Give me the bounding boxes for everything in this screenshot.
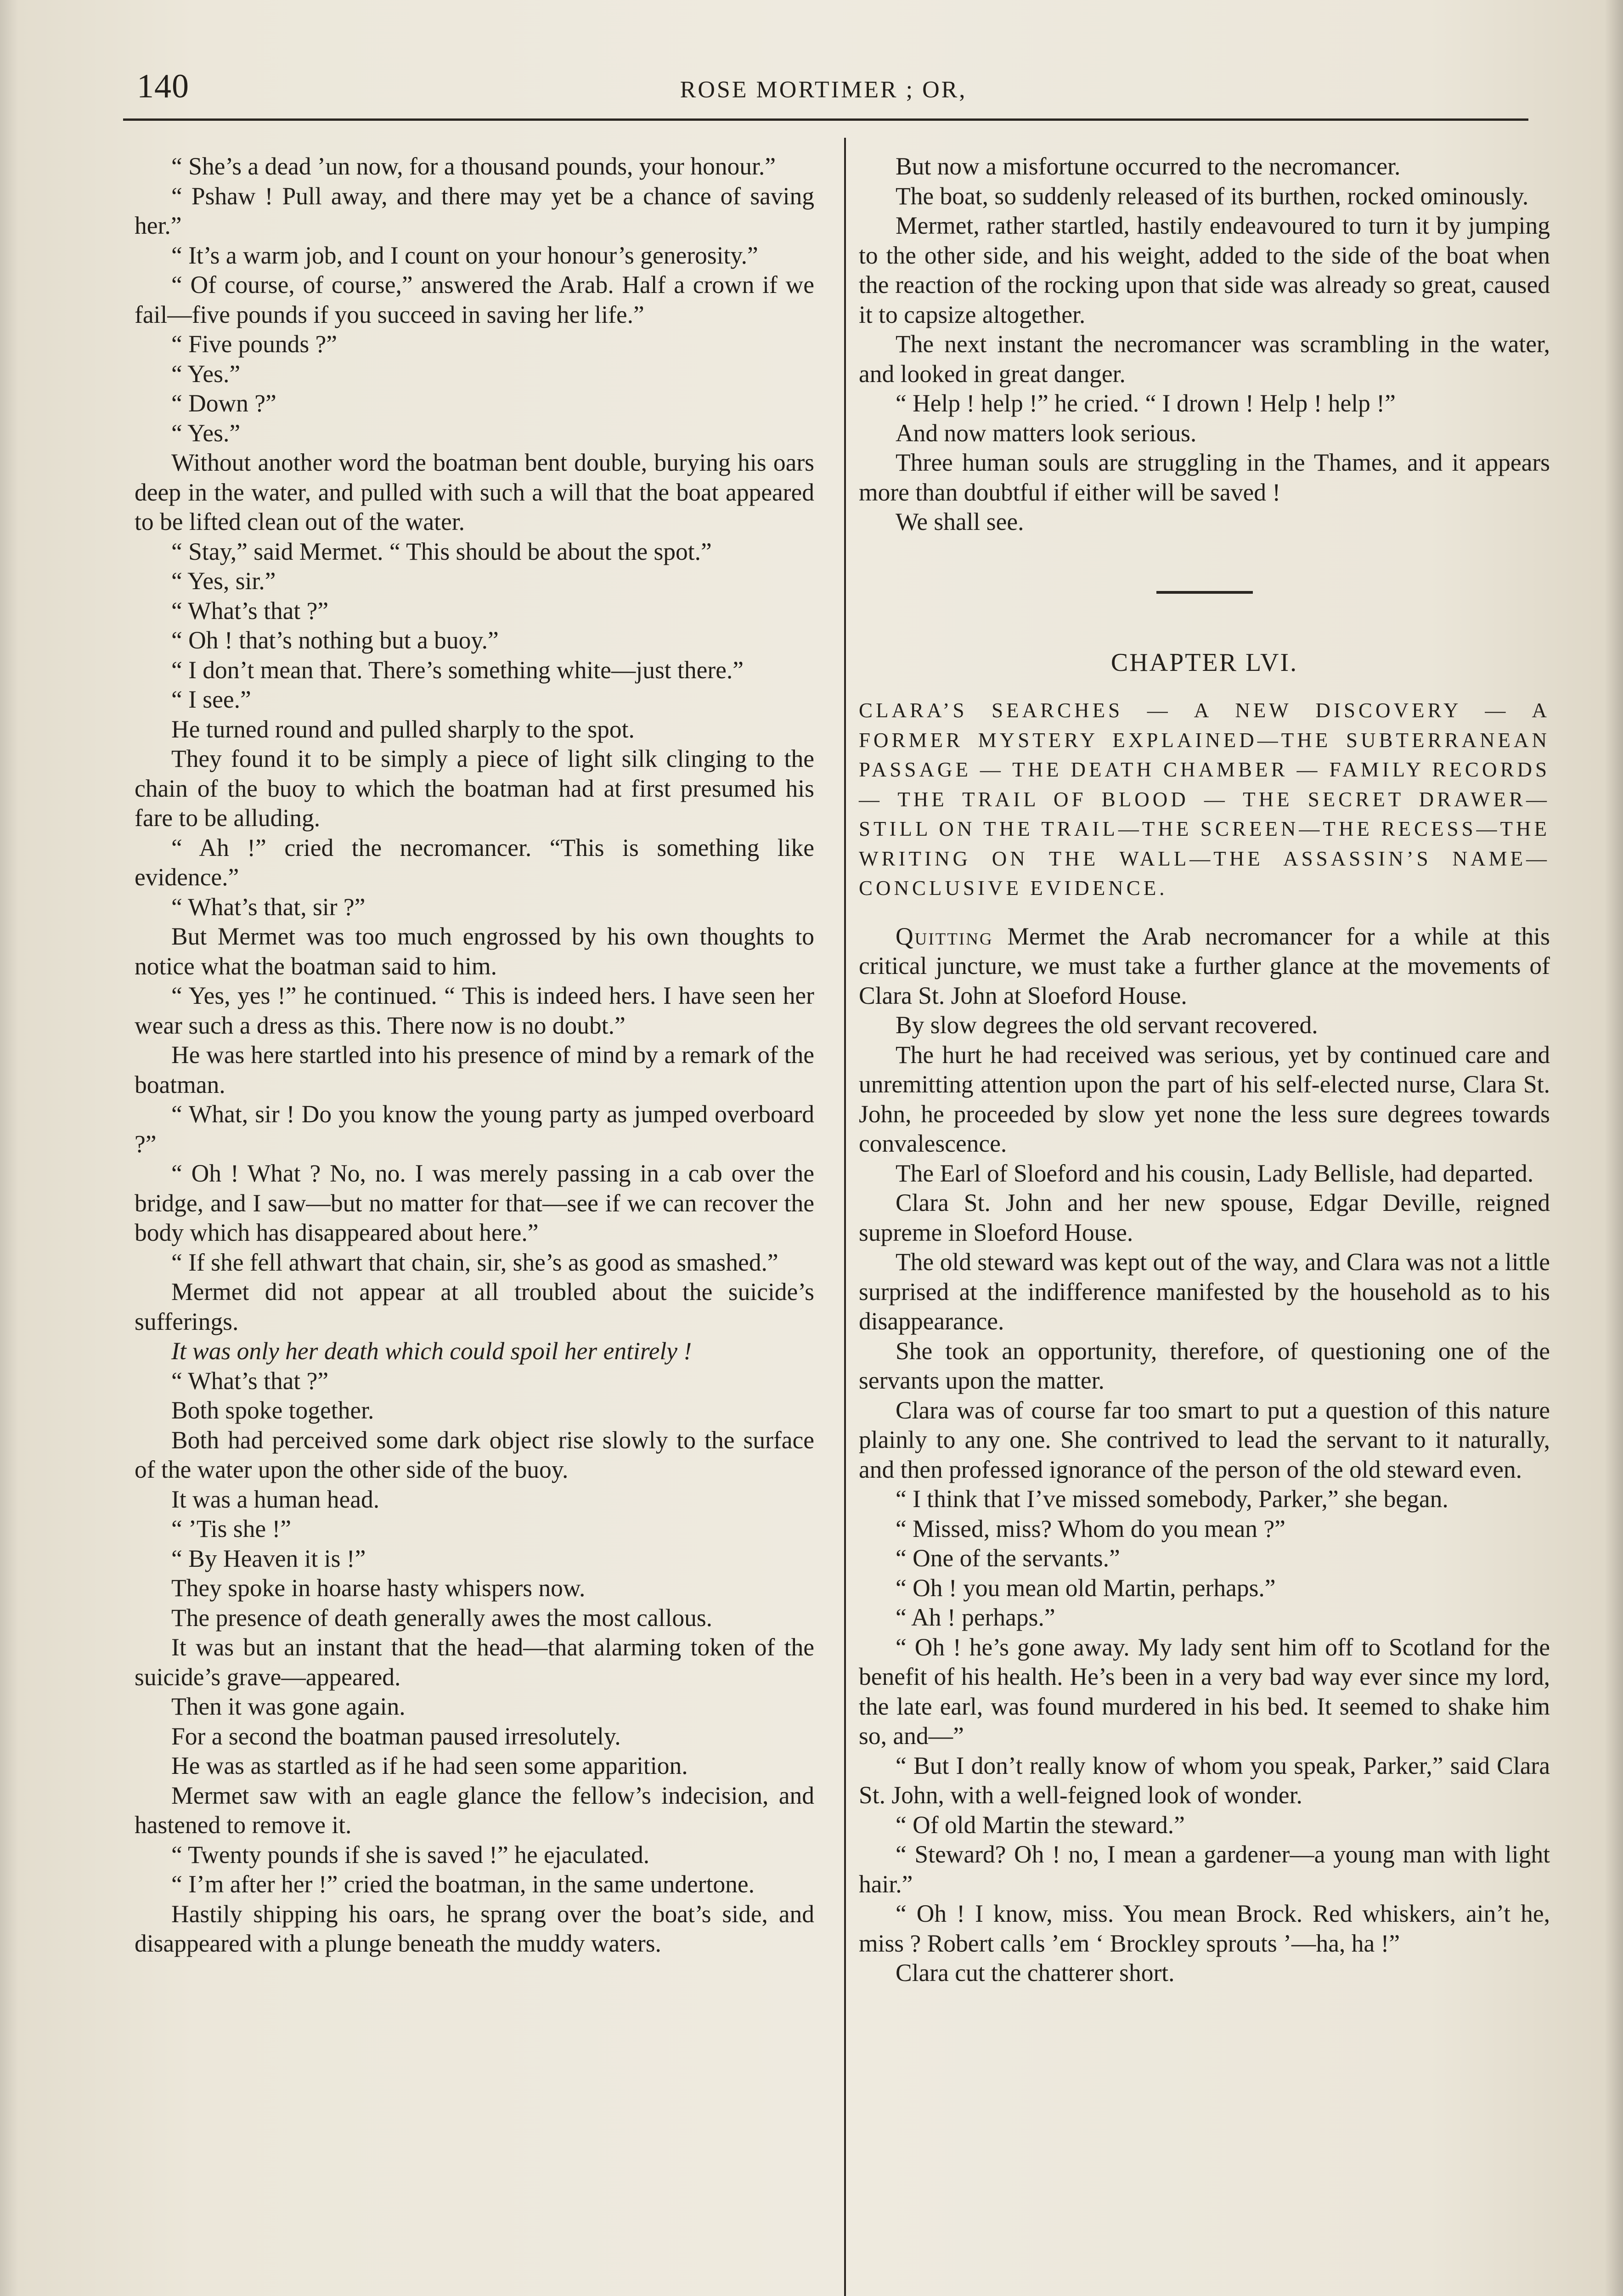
paragraph: “ What’s that ?” <box>171 1367 329 1395</box>
paragraph: “ What, sir ! Do you know the young party as jumped overboard ?” <box>135 1100 814 1158</box>
paragraph: “ Ah ! perhaps.” <box>896 1604 1055 1631</box>
paragraph: “ Oh ! you mean old Martin, perhaps.” <box>896 1574 1276 1602</box>
paragraph: “ What’s that, sir ?” <box>171 893 366 921</box>
paragraph: “ Yes.” <box>171 419 241 447</box>
paragraph: “ I’m after her !” cried the boatman, in the same undertone. <box>171 1870 755 1898</box>
page-gutter-shadow <box>0 0 18 2296</box>
left-column <box>135 152 814 1958</box>
paragraph: “ Oh ! that’s nothing but a buoy.” <box>171 626 499 654</box>
paragraph: “ Stay,” said Mermet. “ This should be about the spot.” <box>171 537 712 565</box>
right-column-top-text <box>859 152 1550 537</box>
paragraph: “ She’s a dead ’un now, for a thousand pounds, your honour.” <box>171 152 776 180</box>
paragraph: “ Missed, miss? Whom do you mean ?” <box>896 1514 1285 1542</box>
paragraph: “ Yes.” <box>171 360 241 388</box>
paragraph: “ I don’t mean that. There’s something white—just there.” <box>171 656 744 684</box>
paragraph: Hastily shipping his oars, he sprang over the boat’s side, and disappeared with a plunge beneath the muddy waters. <box>135 1900 814 1957</box>
column-divider <box>844 138 846 2296</box>
paragraph: They spoke in hoarse hasty whispers now. <box>171 1574 586 1602</box>
paragraph: “ Oh ! What ? No, no. I was merely passing in a cab over the bridge, and I saw—but no matter for that—see if we can recover the body which has disappeared about here.” <box>135 1159 814 1246</box>
paragraph: “ Pshaw ! Pull away, and there may yet be a chance of saving her.” <box>135 182 814 239</box>
page-header <box>128 64 1519 115</box>
paragraph: “ Steward? Oh ! no, I mean a gardener—a young man with light hair.” <box>859 1840 1550 1898</box>
paragraph: “ I think that I’ve missed somebody, Parker,” she began. <box>896 1485 1448 1513</box>
paragraph: Both spoke together. <box>171 1396 374 1424</box>
paragraph: The hurt he had received was serious, yet by continued care and unremitting attention upon the part of his self-elected nurse, Clara St. John, he proceeded by slow yet none the less sure degrees towards convalescence. <box>859 1041 1550 1157</box>
paragraph: She took an opportunity, therefore, of questioning one of the servants upon the matter. <box>859 1337 1550 1394</box>
paragraph: He was as startled as if he had seen some apparition. <box>171 1752 688 1779</box>
paragraph: “ It’s a warm job, and I count on your honour’s generosity.” <box>171 241 758 269</box>
paragraph: “ ’Tis she !” <box>171 1515 292 1542</box>
paragraph: He turned round and pulled sharply to the spot. <box>171 715 635 743</box>
paragraph: “ If she fell athwart that chain, sir, she’s as good as smashed.” <box>171 1248 778 1276</box>
paragraph: “ Yes, yes !” he continued. “ This is indeed hers. I have seen her wear such a dress as this. There now is no doubt.” <box>135 982 814 1039</box>
paragraph: Clara St. John and her new spouse, Edgar Deville, reigned supreme in Sloeford House. <box>859 1189 1550 1246</box>
paragraph: “ Five pounds ?” <box>171 330 338 358</box>
paragraph: The next instant the necromancer was scrambling in the water, and looked in great danger. <box>859 330 1550 388</box>
paragraph: It was but an instant that the head—that alarming token of the suicide’s grave—appeared. <box>135 1633 814 1691</box>
chapter-synopsis: CLARA’S SEARCHES — A NEW DISCOVERY — A FORMER MYSTERY EXPLAINED—THE SUBTERRANEAN PASSAGE — THE DEATH CHAMBER — FAMILY RECORDS — THE TRAIL OF BLOOD — THE SECRET DRAWER—STILL ON THE TRAIL—THE SCREEN—THE RECESS—THE WRITING ON THE WALL—THE ASSASSIN’S NAME—CONCLUSIVE EVIDENCE. <box>859 699 1550 900</box>
paragraph: And now matters look serious. <box>896 419 1197 447</box>
page-edge-shadow <box>1605 0 1623 2296</box>
chapter-opening-paragraph <box>859 922 1550 1011</box>
paragraph: “ Ah !” cried the necromancer. “This is something like evidence.” <box>135 833 814 891</box>
paragraph: But Mermet was too much engrossed by his own thoughts to notice what the boatman said to him. <box>135 923 814 980</box>
header-rule <box>123 118 1528 121</box>
paragraph: “ Help ! help !” he cried. “ I drown ! Help ! help !” <box>896 389 1396 417</box>
paragraph: It was a human head. <box>171 1485 380 1513</box>
section-divider <box>1156 591 1253 594</box>
paragraph: Without another word the boatman bent double, burying his oars deep in the water, and pulled with such a will that the boat appeared to be lifted clean out of the water. <box>135 449 814 535</box>
paragraph: “ What’s that ?” <box>171 597 329 625</box>
paragraph: For a second the boatman paused irresolutely. <box>171 1722 621 1750</box>
paragraph: “ Of old Martin the steward.” <box>896 1811 1185 1839</box>
paragraph: “ Down ?” <box>171 389 276 417</box>
paragraph: The old steward was kept out of the way, and Clara was not a little surprised at the indifference manifested by the household as to his disappearance. <box>859 1248 1550 1335</box>
paragraph: Then it was gone again. <box>171 1693 406 1720</box>
paragraph: But now a misfortune occurred to the necromancer. <box>896 152 1401 180</box>
paragraph: Mermet did not appear at all troubled about the suicide’s sufferings. <box>135 1278 814 1335</box>
paragraph: “ Oh ! I know, miss. You mean Brock. Red whiskers, ain’t he, miss ? Robert calls ’em ‘ Brockley sprouts ’—ha, ha !” <box>859 1900 1550 1957</box>
running-head: ROSE MORTIMER ; OR, <box>680 77 967 103</box>
paragraph: “ Yes, sir.” <box>171 567 276 595</box>
chapter-title: CHAPTER LVI. <box>1110 648 1298 677</box>
paragraph: “ Of course, of course,” answered the Arab. Half a crown if we fail—five pounds if you succeed in saving her life.” <box>135 271 814 328</box>
paragraph: Mermet, rather startled, hastily endeavoured to turn it by jumping to the other side, and his weight, added to the side of the boat when the reaction of the rocking upon that side was already so great, caused it to capsize altogether. <box>859 212 1550 328</box>
right-column-bottom-text <box>859 1010 1550 1988</box>
paragraph: “ I see.” <box>171 686 251 713</box>
opening-word: Quitting <box>896 922 993 950</box>
paragraph: The Earl of Sloeford and his cousin, Lady Bellisle, had departed. <box>896 1159 1534 1187</box>
paragraph: Clara cut the chatterer short. <box>896 1959 1175 1986</box>
page-number: 140 <box>137 68 189 105</box>
opening-text: Mermet the Arab necromancer for a while at this critical juncture, we must take a further glance at the movements of Clara St. John at Sloeford House. <box>859 922 1550 1009</box>
paragraph: By slow degrees the old servant recovered. <box>896 1011 1318 1039</box>
paragraph: It was only her death which could spoil her entirely ! <box>171 1337 692 1365</box>
right-column <box>859 152 1550 1988</box>
paragraph: We shall see. <box>896 508 1024 535</box>
paragraph: Mermet saw with an eagle glance the fellow’s indecision, and hastened to remove it. <box>135 1781 814 1839</box>
paragraph: The boat, so suddenly released of its burthen, rocked ominously. <box>896 182 1529 210</box>
paragraph: Three human souls are struggling in the Thames, and it appears more than doubtful if either will be saved ! <box>859 449 1550 506</box>
paragraph: “ But I don’t really know of whom you speak, Parker,” said Clara St. John, with a well-feigned look of wonder. <box>859 1751 1550 1809</box>
paragraph: Both had perceived some dark object rise slowly to the surface of the water upon the other side of the buoy. <box>135 1426 814 1483</box>
paragraph: “ One of the servants.” <box>896 1544 1120 1572</box>
paragraph: The presence of death generally awes the most callous. <box>171 1604 713 1632</box>
paragraph: Clara was of course far too smart to put a question of this nature plainly to any one. She contrived to lead the servant to it naturally, and then professed ignorance of the person of the old steward even. <box>859 1396 1550 1483</box>
paragraph: They found it to be simply a piece of light silk clinging to the chain of the buoy to which the boatman had at first presumed his fare to be alluding. <box>135 745 814 832</box>
paragraph: “ Twenty pounds if she is saved !” he ejaculated. <box>171 1840 650 1868</box>
paragraph: “ By Heaven it is !” <box>171 1544 366 1572</box>
paragraph: He was here startled into his presence of mind by a remark of the boatman. <box>135 1041 814 1098</box>
paragraph: “ Oh ! he’s gone away. My lady sent him off to Scotland for the benefit of his health. He’s been in a very bad way ever since my lord, the late earl, was found murdered in his bed. It seemed to shake him so, and—” <box>859 1633 1550 1750</box>
